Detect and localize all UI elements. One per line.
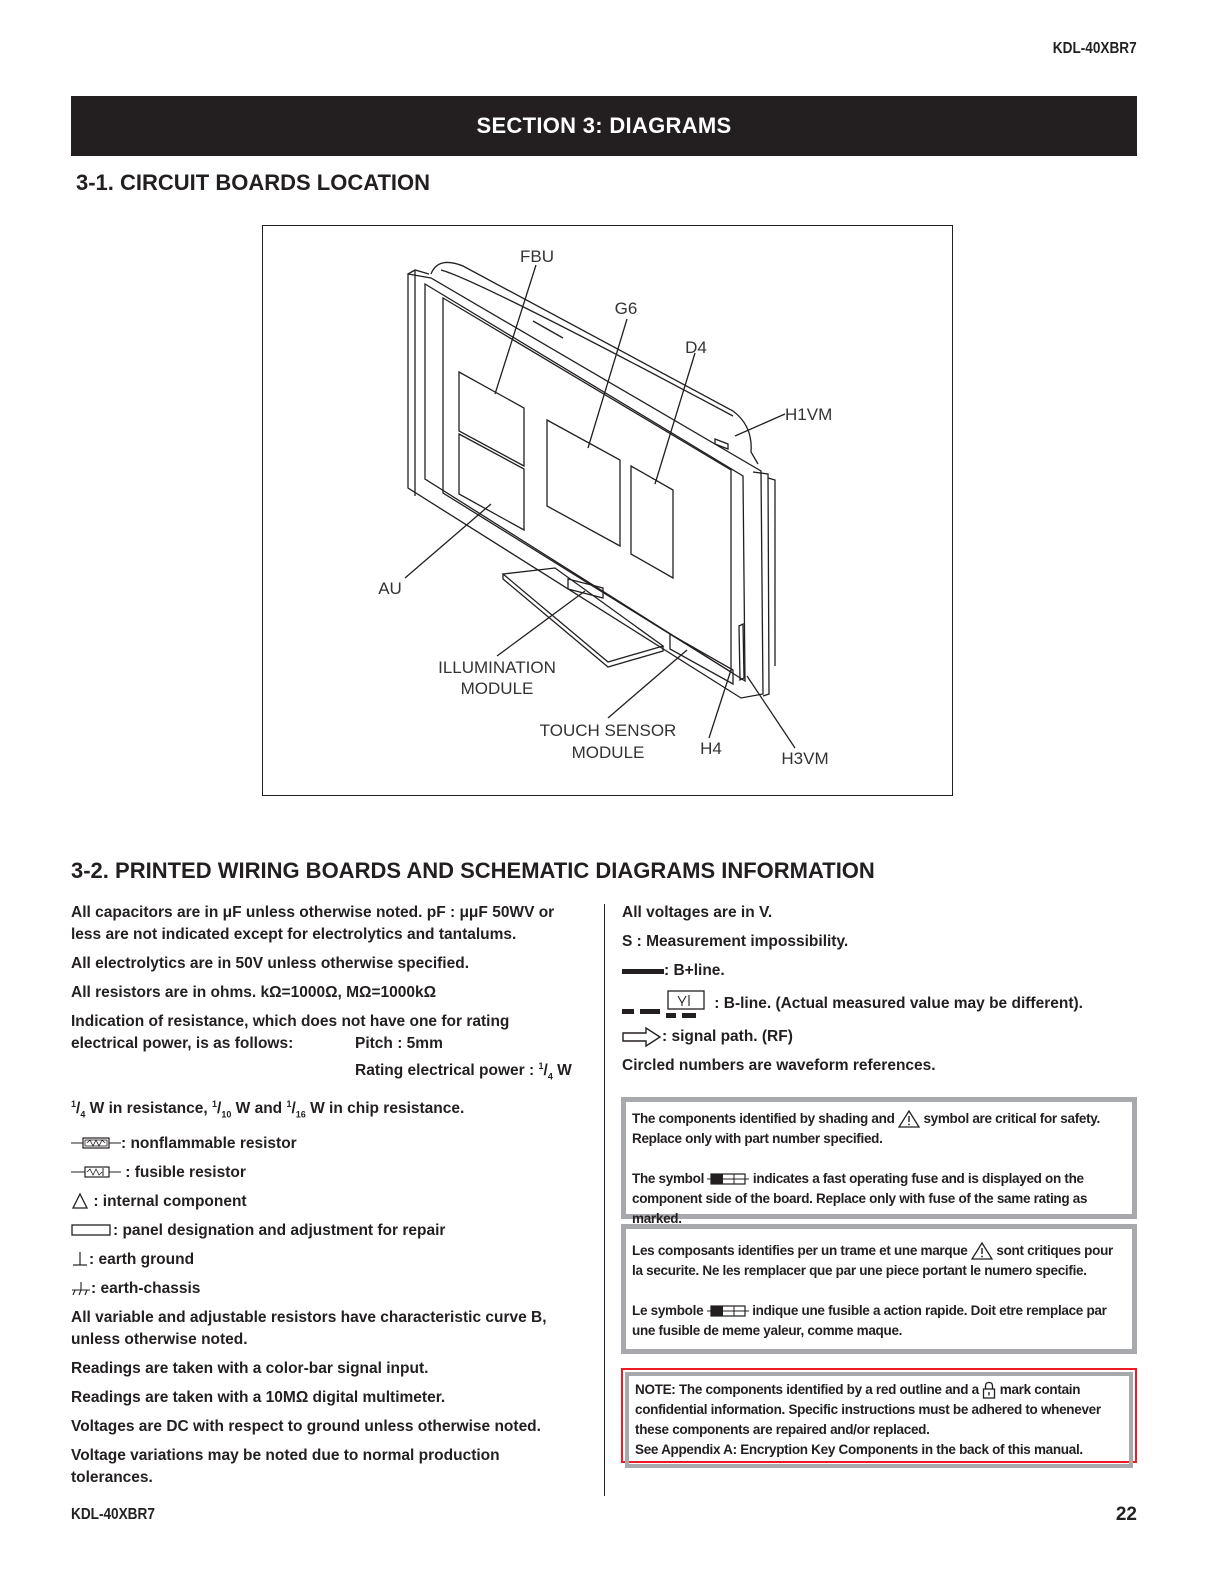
capacitor-note-line2: less are not indicated except for electrolytics and tantalums. (71, 926, 517, 943)
chip-frac1-den: 4 (80, 1109, 86, 1120)
bplus-legend (622, 960, 1137, 982)
safety-fr-p1a: Les composants identifies per un trame et une marque (632, 1243, 968, 1258)
chip-frac1-num: 1 (71, 1099, 77, 1110)
nonflammable-resistor-label: : nonflammable resistor (121, 1134, 297, 1152)
bplus-label: : B+line. (664, 962, 725, 979)
pitch-value: Pitch : 5mm (355, 1035, 443, 1052)
signal-arrow-icon (622, 1027, 662, 1047)
rating-power-label: Rating electrical power : (355, 1062, 535, 1080)
variable-resistor-line2: unless otherwise noted. (71, 1330, 248, 1348)
resistor-note: All resistors are in ohms. kΩ=1000Ω, MΩ=1000kΩ (71, 984, 437, 1001)
label-au: AU (378, 579, 402, 598)
earth-ground-legend (71, 1249, 596, 1271)
column-divider (604, 904, 605, 1496)
safety-en-p1a: The components identified by shading and (632, 1111, 895, 1126)
tv-diagram-svg (263, 226, 954, 797)
safety-fr-p1b: sont critiques pour la securite. Ne les remplacer que par une piece portant le numero specifie. (632, 1243, 1113, 1278)
warning-triangle-icon (898, 1110, 920, 1128)
header-model: KDL-40XBR7 (1053, 40, 1137, 57)
multimeter-note: Readings are taken with a 10MΩ digital multimeter. (71, 1388, 446, 1406)
page-number: 22 (1115, 1504, 1137, 1525)
rating-unit: W (557, 1062, 572, 1080)
fast-fuse-icon (707, 1172, 749, 1186)
fusible-resistor-icon (71, 1165, 121, 1179)
label-g6: G6 (614, 299, 638, 318)
capacitor-note-line1: All capacitors are in μF unless otherwise noted. pF : μμF 50WV or (71, 904, 555, 921)
resistance-indication-line2: electrical power, is as follows: (71, 1035, 294, 1052)
electrolytic-note: All electrolytics are in 50V unless otherwise specified. (71, 955, 469, 972)
confidential-note-l1b: mark contain confidential information. Specific instructions must be adhered to whenever these components are repaired and/or replaced. (635, 1382, 1101, 1437)
confidential-note-box (621, 1368, 1137, 1463)
footer-model: KDL-40XBR7 (71, 1506, 155, 1523)
heading-circuit-boards-location: 3-1. CIRCUIT BOARDS LOCATION (76, 170, 431, 195)
internal-component-legend (71, 1191, 596, 1213)
nonflammable-resistor-icon (71, 1136, 121, 1150)
label-fbu: FBU (520, 247, 554, 266)
voltage-variation-line2: tolerances. (71, 1468, 153, 1486)
safety-en-p1b: symbol are critical for safety. Replace only with part number specified. (632, 1111, 1100, 1146)
variable-resistor-line1: All variable and adjustable resistors have characteristic curve B, (71, 1308, 547, 1326)
circled-numbers-note: Circled numbers are waveform references. (622, 1057, 936, 1074)
safety-fr-para2 (632, 1301, 1126, 1341)
label-h4: H4 (700, 739, 722, 758)
chip-text1: W in resistance, (89, 1100, 208, 1118)
chip-text3: W in chip resistance. (310, 1100, 465, 1118)
resistance-indication-note: Indication of resistance, which does not have one for rating electrical power, is as follows: Pitch : 5mm Rating electrical power : $^1/_4$ W (71, 1013, 572, 1082)
rating-frac-den: 4 (547, 1071, 553, 1082)
panel-designation-legend (71, 1220, 596, 1242)
bplus-line-icon (622, 965, 664, 977)
signal-path-legend (622, 1026, 1137, 1048)
resistance-indication-line1: Indication of resistance, which does not have one for rating (71, 1013, 510, 1030)
chip-frac3-den: 16 (295, 1109, 306, 1120)
safety-note-french (621, 1224, 1137, 1354)
bminus-legend (622, 989, 1137, 1019)
earth-ground-label: : earth ground (89, 1250, 195, 1268)
rating-frac-num: 1 (538, 1061, 544, 1071)
chip-frac3-num: 1 (286, 1099, 292, 1110)
earth-chassis-icon (71, 1279, 91, 1297)
lock-icon (982, 1381, 996, 1399)
chip-frac2-den: 10 (221, 1109, 232, 1120)
nonflammable-resistor-legend (71, 1133, 596, 1155)
fusible-resistor-label: : fusible resistor (121, 1163, 246, 1181)
confidential-note-content (625, 1372, 1133, 1468)
panel-designation-label: : panel designation and adjustment for repair (113, 1221, 446, 1239)
confidential-note-l2: See Appendix A: Encryption Key Components in the back of this manual. (635, 1442, 1083, 1457)
voltage-variation-note (71, 1445, 596, 1489)
circuit-board-location-diagram (262, 225, 953, 796)
chip-text2: W and (235, 1100, 283, 1118)
capacitor-note (71, 902, 596, 946)
voltage-unit-note: All voltages are in V. (622, 904, 773, 921)
label-illumination-module: MODULE (460, 679, 534, 698)
safety-fr-p2b: indique une fusible a action rapide. Doit etre remplace par une fusible de meme yaleur, comme maque. (632, 1303, 1107, 1338)
earth-chassis-legend (71, 1278, 596, 1300)
bminus-label: : B-line. (Actual measured value may be different). (710, 995, 1083, 1013)
label-illumination: ILLUMINATION (438, 658, 556, 677)
confidential-note-l1a: NOTE: The components identified by a red outline and a (635, 1382, 979, 1397)
safety-en-p2a: The symbol (632, 1171, 705, 1186)
dc-voltage-note: Voltages are DC with respect to ground unless otherwise noted. (71, 1417, 541, 1435)
left-info-column (71, 902, 596, 1496)
measurement-note: S : Measurement impossibility. (622, 933, 849, 950)
label-h1vm: H1VM (785, 405, 833, 424)
safety-note-english (621, 1097, 1137, 1226)
color-bar-note: Readings are taken with a color-bar signal input. (71, 1359, 429, 1377)
fast-fuse-icon (707, 1304, 749, 1318)
label-h3vm: H3VM (781, 749, 829, 768)
safety-en-para2 (632, 1169, 1126, 1229)
fusible-resistor-legend (71, 1162, 596, 1184)
earth-chassis-label: : earth-chassis (91, 1279, 201, 1297)
signal-path-label: : signal path. (RF) (662, 1028, 793, 1045)
panel-rectangle-icon (71, 1223, 113, 1237)
safety-fr-p2a: Le symbole (632, 1303, 704, 1318)
label-touch-sensor: TOUCH SENSOR (539, 721, 677, 740)
bminus-line-icon (622, 989, 710, 1019)
warning-triangle-icon (971, 1242, 993, 1260)
chip-resistance-note: $^1/_4$ W in resistance, $^1/_{10}$ W and $^1/_{16}$ W in chip resistance. (71, 1099, 465, 1120)
safety-en-p2b: indicates a fast operating fuse and is displayed on the component side of the board. Replace only with fuse of the same rating as marked. (632, 1171, 1088, 1226)
safety-fr-para1 (632, 1241, 1126, 1281)
variable-resistor-note (71, 1307, 596, 1351)
section-title-bar (71, 96, 1137, 156)
earth-ground-icon (71, 1250, 89, 1268)
section-title: SECTION 3: DIAGRAMS (476, 113, 732, 138)
safety-en-para1 (632, 1109, 1126, 1149)
heading-pwb-schematic-info: 3-2. PRINTED WIRING BOARDS AND SCHEMATIC DIAGRAMS INFORMATION (71, 858, 875, 883)
triangle-icon (71, 1192, 89, 1210)
label-touch-sensor-module: MODULE (571, 743, 645, 762)
right-info-column (622, 902, 1137, 1084)
label-d4: D4 (685, 338, 707, 357)
chip-frac2-num: 1 (211, 1099, 217, 1110)
voltage-variation-line1: Voltage variations may be noted due to normal production (71, 1446, 500, 1464)
internal-component-label: : internal component (93, 1192, 247, 1210)
